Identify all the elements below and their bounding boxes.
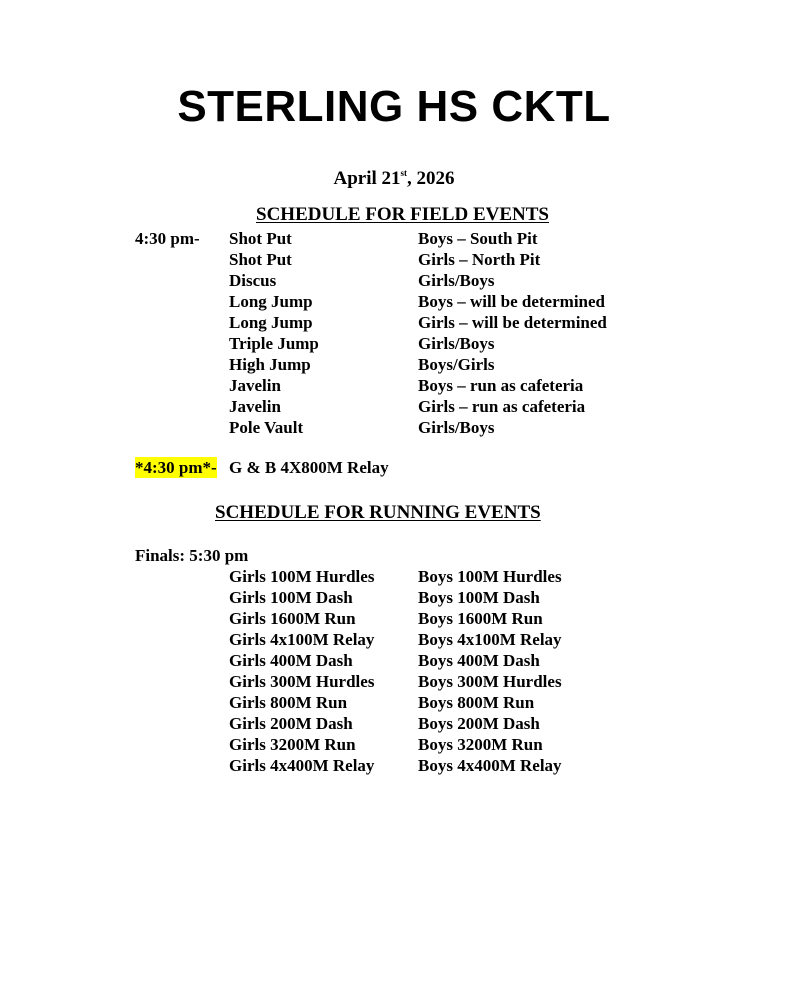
event-date [0, 168, 788, 190]
relay-event: G & B 4X800M Relay [229, 458, 389, 477]
field-event-name: High Jump [229, 355, 311, 374]
field-event-name: Long Jump [229, 313, 313, 332]
girls-event: Girls 800M Run [229, 693, 348, 712]
finals-label: Finals: 5:30 pm [135, 546, 249, 565]
girls-event: Girls 200M Dash [229, 714, 353, 733]
girls-event: Girls 4x400M Relay [229, 756, 375, 775]
relay-time: *4:30 pm*- [135, 458, 217, 477]
girls-event: Girls 4x100M Relay [229, 630, 375, 649]
boys-event: Boys 200M Dash [418, 714, 540, 733]
girls-event: Girls 100M Dash [229, 588, 353, 607]
field-event-detail: Girls – run as cafeteria [418, 397, 586, 416]
field-event-name: Javelin [229, 397, 281, 416]
field-event-name: Shot Put [229, 229, 292, 248]
date-suffix: st [400, 168, 408, 178]
field-event-detail: Girls – North Pit [418, 250, 541, 269]
field-event-detail: Girls/Boys [418, 418, 495, 437]
page-title: STERLING HS CKTL [177, 82, 611, 131]
field-event-name: Long Jump [229, 292, 313, 311]
boys-event: Boys 400M Dash [418, 651, 540, 670]
field-event-detail: Girls – will be determined [418, 313, 607, 332]
boys-event: Boys 100M Hurdles [418, 567, 562, 586]
field-event-name: Pole Vault [229, 418, 304, 437]
girls-event: Girls 300M Hurdles [229, 672, 375, 691]
field-event-detail: Boys – South Pit [418, 229, 538, 248]
field-event-detail: Girls/Boys [418, 334, 495, 353]
girls-event: Girls 3200M Run [229, 735, 356, 754]
field-events-heading: SCHEDULE FOR FIELD EVENTS [256, 204, 549, 225]
boys-event: Boys 4x400M Relay [418, 756, 562, 775]
field-event-detail: Boys – run as cafeteria [418, 376, 584, 395]
boys-event: Boys 4x100M Relay [418, 630, 562, 649]
boys-event: Boys 100M Dash [418, 588, 540, 607]
girls-event: Girls 100M Hurdles [229, 567, 375, 586]
girls-event: Girls 1600M Run [229, 609, 356, 628]
date-year: , 2026 [407, 168, 455, 189]
field-event-name: Javelin [229, 376, 281, 395]
girls-event: Girls 400M Dash [229, 651, 353, 670]
boys-event: Boys 300M Hurdles [418, 672, 562, 691]
running-events-heading: SCHEDULE FOR RUNNING EVENTS [215, 502, 541, 523]
field-event-name: Shot Put [229, 250, 292, 269]
date-month-day: April 21 [333, 168, 401, 189]
field-event-detail: Boys/Girls [418, 355, 495, 374]
field-event-name: Triple Jump [229, 334, 319, 353]
field-event-detail: Boys – will be determined [418, 292, 605, 311]
boys-event: Boys 800M Run [418, 693, 535, 712]
field-time: 4:30 pm- [135, 229, 200, 248]
boys-event: Boys 3200M Run [418, 735, 543, 754]
boys-event: Boys 1600M Run [418, 609, 543, 628]
field-event-name: Discus [229, 271, 277, 290]
field-event-detail: Girls/Boys [418, 271, 495, 290]
